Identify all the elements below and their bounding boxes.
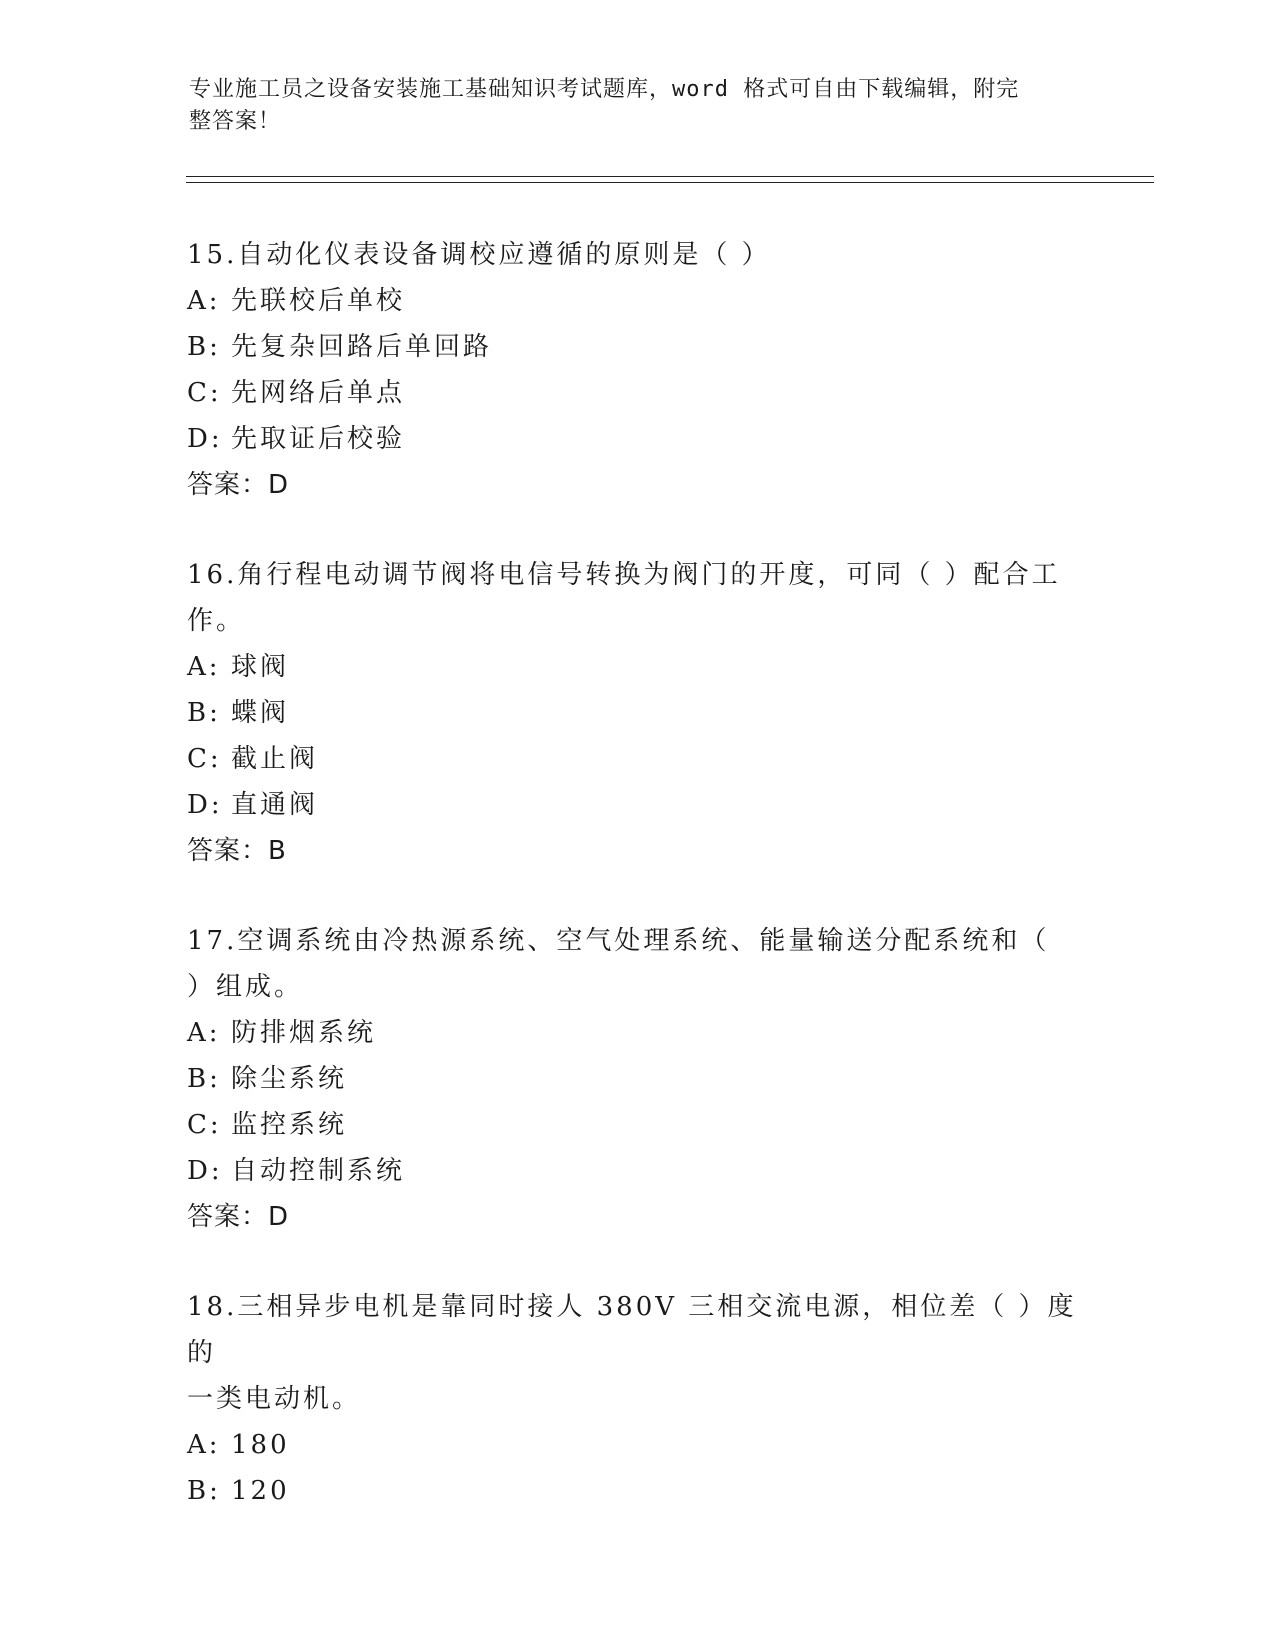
- option-text: 120: [231, 1476, 290, 1506]
- option-letter: B:: [187, 1476, 221, 1506]
- option-text: 先网络后单点: [231, 378, 406, 408]
- option-letter: C:: [187, 378, 222, 408]
- question-stem-continued: ）组成。: [187, 972, 304, 1002]
- option-c: [187, 1102, 1087, 1148]
- question-stem-continued: 作。: [187, 606, 246, 636]
- question-stem-continued: 一类电动机。: [187, 1384, 362, 1414]
- option-text: 监控系统: [231, 1110, 348, 1140]
- option-c: [187, 370, 1087, 416]
- option-text: 防排烟系统: [231, 1018, 377, 1048]
- option-letter: A:: [187, 1018, 221, 1048]
- option-text: 截止阀: [231, 744, 319, 774]
- option-letter: B:: [187, 698, 221, 728]
- option-text: 除尘系统: [231, 1064, 348, 1094]
- question-stem: 18.三相异步电机是靠同时接人 380V 三相交流电源，相位差（ ）度的: [187, 1292, 1077, 1368]
- option-text: 先复杂回路后单回路: [231, 332, 493, 362]
- question-16: [187, 552, 1087, 874]
- option-a: [187, 1010, 1087, 1056]
- question-list: [187, 232, 1087, 1558]
- option-b: [187, 1468, 1087, 1514]
- answer-line: 答案：D: [187, 1202, 290, 1232]
- answer-line: 答案：D: [187, 470, 290, 500]
- option-text: 180: [231, 1430, 290, 1460]
- question-17: [187, 918, 1087, 1240]
- header-line-2: 整答案！: [189, 109, 282, 134]
- header-line-1: 专业施工员之设备安装施工基础知识考试题库，word 格式可自由下载编辑，附完: [189, 77, 1020, 102]
- question-stem: 15.自动化仪表设备调校应遵循的原则是（ ）: [187, 240, 771, 270]
- option-d: [187, 1148, 1087, 1194]
- option-letter: C:: [187, 744, 222, 774]
- option-text: 球阀: [231, 652, 290, 682]
- option-letter: B:: [187, 1064, 221, 1094]
- option-letter: C:: [187, 1110, 222, 1140]
- question-15: [187, 232, 1087, 508]
- option-b: [187, 324, 1087, 370]
- option-text: 直通阀: [231, 790, 319, 820]
- option-text: 自动控制系统: [231, 1156, 406, 1186]
- option-b: [187, 690, 1087, 736]
- option-a: [187, 644, 1087, 690]
- option-text: 先联校后单校: [231, 286, 406, 316]
- option-b: [187, 1056, 1087, 1102]
- header-divider-bottom: [186, 182, 1154, 183]
- option-c: [187, 736, 1087, 782]
- option-d: [187, 782, 1087, 828]
- option-letter: D:: [187, 790, 223, 820]
- document-header: [189, 74, 1089, 138]
- question-stem: 17.空调系统由冷热源系统、空气处理系统、能量输送分配系统和（: [187, 926, 1050, 956]
- option-letter: D:: [187, 1156, 223, 1186]
- question-18: [187, 1284, 1087, 1514]
- option-letter: A:: [187, 286, 221, 316]
- option-letter: A:: [187, 652, 221, 682]
- option-text: 先取证后校验: [231, 424, 406, 454]
- option-a: [187, 278, 1087, 324]
- option-a: [187, 1422, 1087, 1468]
- question-stem: 16.角行程电动调节阀将电信号转换为阀门的开度，可同（ ）配合工: [187, 560, 1061, 590]
- option-letter: A:: [187, 1430, 221, 1460]
- option-letter: D:: [187, 424, 223, 454]
- option-text: 蝶阀: [231, 698, 290, 728]
- header-divider-top: [186, 176, 1154, 177]
- option-d: [187, 416, 1087, 462]
- option-letter: B:: [187, 332, 221, 362]
- answer-line: 答案：B: [187, 836, 287, 866]
